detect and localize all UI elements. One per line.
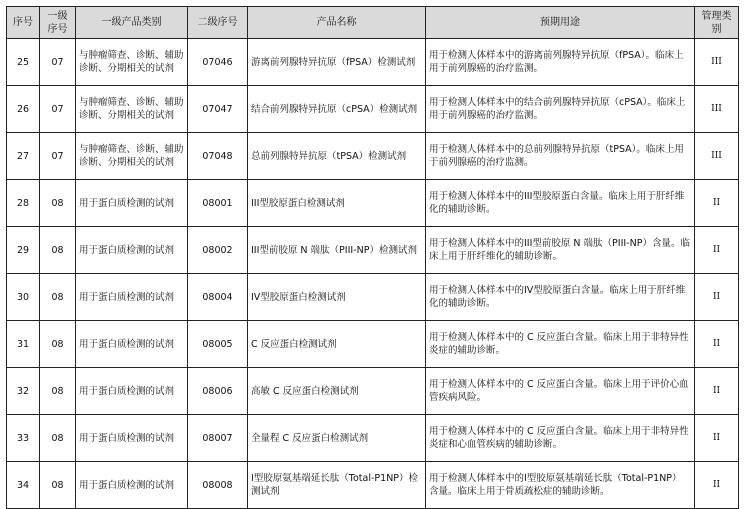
level1-number-cell: 07 [40,133,76,180]
level1-number-cell: 08 [40,321,76,368]
row-number-cell: 32 [7,368,40,415]
column-header: 一级产品类别 [76,7,188,39]
management-class-cell: III [695,86,739,133]
level2-number-cell: 08005 [188,321,248,368]
level1-number-cell: 07 [40,39,76,86]
product-name-cell: 全量程 C 反应蛋白检测试剂 [248,415,426,462]
level2-number-cell: 08008 [188,462,248,509]
row-number-cell: 34 [7,462,40,509]
level2-number-cell: 07048 [188,133,248,180]
row-number-cell: 33 [7,415,40,462]
table-row [7,462,739,509]
intended-use-cell: 用于检测人体样本中的III型胶原蛋白含量。临床上用于肝纤维化的辅助诊断。 [426,180,695,227]
management-class-cell: II [695,180,739,227]
product-classification-table [6,6,739,509]
product-name-cell: III型胶原蛋白检测试剂 [248,180,426,227]
level1-number-cell: 08 [40,462,76,509]
column-header: 二级序号 [188,7,248,39]
row-number-cell: 25 [7,39,40,86]
intended-use-cell: 用于检测人体样本中的I型胶原氨基端延长肽（Total-P1NP）含量。临床上用于骨质疏松症的辅助诊断。 [426,462,695,509]
level1-category-cell: 用于蛋白质检测的试剂 [76,415,188,462]
header-row [7,7,739,39]
product-name-cell: IV型胶原蛋白检测试剂 [248,274,426,321]
table-body [7,39,739,509]
table-row [7,86,739,133]
row-number-cell: 30 [7,274,40,321]
level1-number-cell: 08 [40,227,76,274]
column-header: 序号 [7,7,40,39]
management-class-cell: II [695,462,739,509]
row-number-cell: 26 [7,86,40,133]
level2-number-cell: 08006 [188,368,248,415]
intended-use-cell: 用于检测人体样本中的 C 反应蛋白含量。临床上用于评价心血管疾病风险。 [426,368,695,415]
table-row [7,227,739,274]
table-row [7,133,739,180]
level2-number-cell: 07047 [188,86,248,133]
management-class-cell: II [695,227,739,274]
level2-number-cell: 08004 [188,274,248,321]
row-number-cell: 31 [7,321,40,368]
product-name-cell: 高敏 C 反应蛋白检测试剂 [248,368,426,415]
column-header: 管理类别 [695,7,739,39]
management-class-cell: III [695,39,739,86]
table-row [7,368,739,415]
table-row [7,180,739,227]
product-name-cell: 总前列腺特异抗原（tPSA）检测试剂 [248,133,426,180]
row-number-cell: 27 [7,133,40,180]
product-name-cell: I型胶原氨基端延长肽（Total-P1NP）检测试剂 [248,462,426,509]
column-header: 一级序号 [40,7,76,39]
product-name-cell: III型前胶原 N 端肽（PIII-NP）检测试剂 [248,227,426,274]
intended-use-cell: 用于检测人体样本中的IV型胶原蛋白含量。临床上用于肝纤维化的辅助诊断。 [426,274,695,321]
level1-category-cell: 用于蛋白质检测的试剂 [76,227,188,274]
level2-number-cell: 07046 [188,39,248,86]
intended-use-cell: 用于检测人体样本中的III型前胶原 N 端肽（PIII-NP）含量。临床上用于肝纤维化的辅助诊断。 [426,227,695,274]
product-name-cell: 结合前列腺特异抗原（cPSA）检测试剂 [248,86,426,133]
table-row [7,415,739,462]
product-name-cell: 游离前列腺特异抗原（fPSA）检测试剂 [248,39,426,86]
intended-use-cell: 用于检测人体样本中的总前列腺特异抗原（tPSA）。临床上用于前列腺癌的治疗监测。 [426,133,695,180]
level1-category-cell: 用于蛋白质检测的试剂 [76,462,188,509]
level1-number-cell: 08 [40,415,76,462]
level1-category-cell: 用于蛋白质检测的试剂 [76,368,188,415]
intended-use-cell: 用于检测人体样本中的 C 反应蛋白含量。临床上用于非特异性炎症和心血管疾病的辅助诊断。 [426,415,695,462]
management-class-cell: III [695,133,739,180]
row-number-cell: 29 [7,227,40,274]
management-class-cell: II [695,274,739,321]
management-class-cell: II [695,368,739,415]
level2-number-cell: 08001 [188,180,248,227]
level1-number-cell: 08 [40,180,76,227]
level1-category-cell: 与肿瘤筛查、诊断、辅助诊断、分期相关的试剂 [76,39,188,86]
level2-number-cell: 08002 [188,227,248,274]
table-row [7,39,739,86]
product-name-cell: C 反应蛋白检测试剂 [248,321,426,368]
table-row [7,321,739,368]
level1-category-cell: 与肿瘤筛查、诊断、辅助诊断、分期相关的试剂 [76,133,188,180]
management-class-cell: II [695,321,739,368]
table-row [7,274,739,321]
level2-number-cell: 08007 [188,415,248,462]
column-header: 产品名称 [248,7,426,39]
level1-category-cell: 与肿瘤筛查、诊断、辅助诊断、分期相关的试剂 [76,86,188,133]
row-number-cell: 28 [7,180,40,227]
level1-number-cell: 08 [40,274,76,321]
intended-use-cell: 用于检测人体样本中的游离前列腺特异抗原（fPSA）。临床上用于前列腺癌的治疗监测。 [426,39,695,86]
level1-number-cell: 07 [40,86,76,133]
level1-category-cell: 用于蛋白质检测的试剂 [76,180,188,227]
level1-category-cell: 用于蛋白质检测的试剂 [76,321,188,368]
management-class-cell: II [695,415,739,462]
intended-use-cell: 用于检测人体样本中的 C 反应蛋白含量。临床上用于非特异性炎症的辅助诊断。 [426,321,695,368]
level1-category-cell: 用于蛋白质检测的试剂 [76,274,188,321]
intended-use-cell: 用于检测人体样本中的结合前列腺特异抗原（cPSA）。临床上用于前列腺癌的治疗监测。 [426,86,695,133]
level1-number-cell: 08 [40,368,76,415]
column-header: 预期用途 [426,7,695,39]
